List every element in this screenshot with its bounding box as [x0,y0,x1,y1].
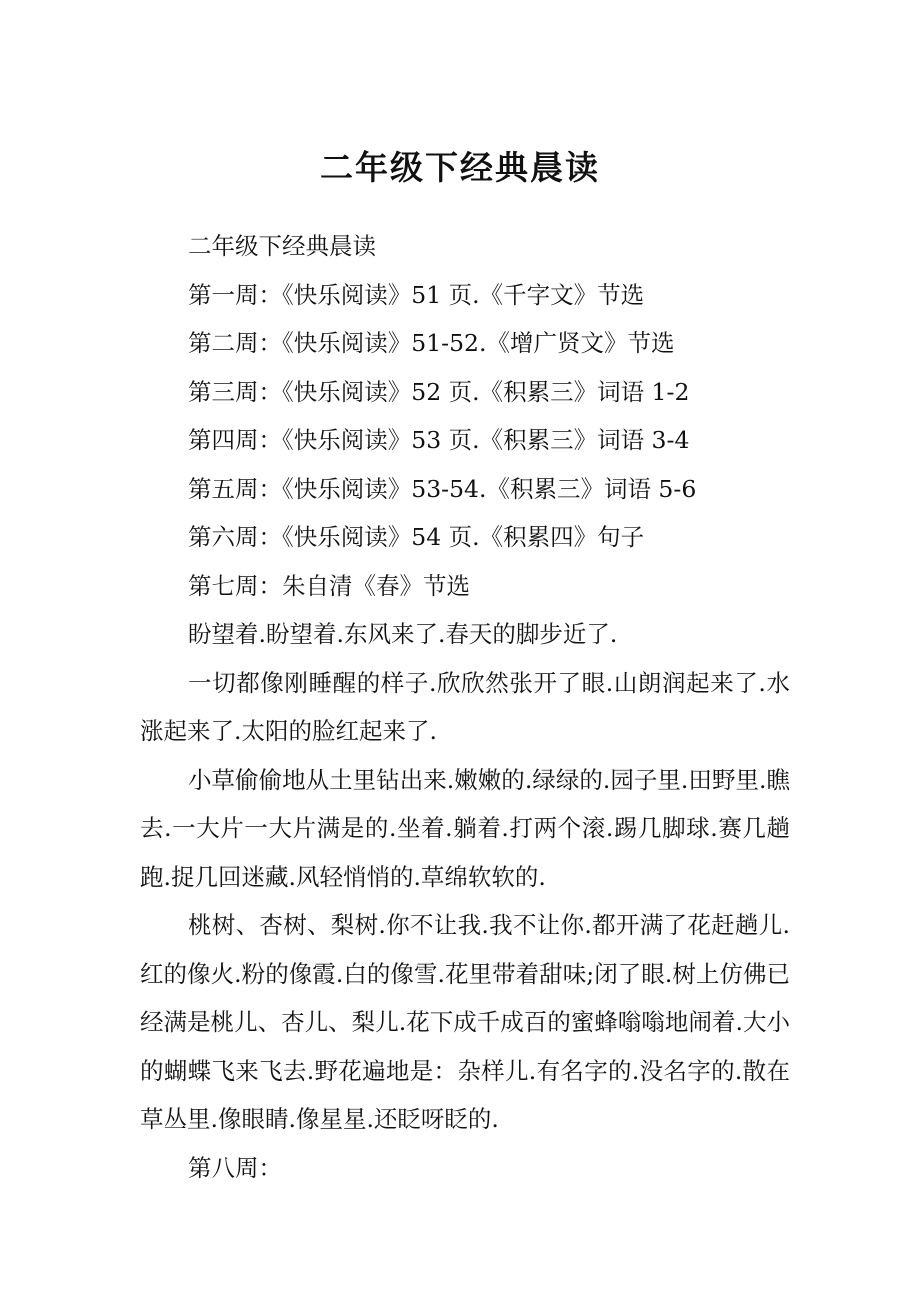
paragraph-week-6: 第六周：《快乐阅读》54 页.《积累四》句子 [188,523,645,551]
paragraph-week-4: 第四周：《快乐阅读》53 页.《积累三》词语 3-4 [188,426,690,454]
paragraph-week-8: 第八周： [188,1153,282,1182]
paragraph-spring-1: 盼望着.盼望着.东风来了.春天的脚步近了. [188,620,618,648]
paragraph-week-7: 第七周：朱自清《春》节选 [188,571,470,600]
paragraph-week-2: 第二周：《快乐阅读》51-52.《增广贤文》节选 [188,329,675,357]
paragraph-week-5: 第五周：《快乐阅读》53-54.《积累三》词语 5-6 [188,474,697,503]
paragraph-spring-3: 小草偷偷地从土里钻出来.嫩嫩的.绿绿的.园子里.田野里.瞧去.一大片一大片满是的.坐着.躺着.打两个滚.踢几脚球.赛几趟跑.捉几回迷藏.风轻悄悄的.草绵软软的. [140,765,790,891]
document-body [140,222,790,1192]
document-title: 二年级下经典晨读 [320,148,600,187]
paragraph-spring-4: 桃树、杏树、梨树.你不让我.我不让你.都开满了花赶趟儿.红的像火.粉的像霞.白的像雪.花里带着甜味;闭了眼.树上仿佛已经满是桃儿、杏儿、梨儿.花下成千成百的蜜蜂嗡嗡地闹着.大小的蝴蝶飞来飞去.野花遍地是：杂样儿.有名字的.没名字的.散在草丛里.像眼睛.像星星.还眨呀眨的. [140,911,790,1133]
paragraph-week-1: 第一周：《快乐阅读》51 页.《千字文》节选 [188,280,645,309]
paragraph-subtitle: 二年级下经典晨读 [188,232,376,260]
paragraph-spring-2: 一切都像刚睡醒的样子.欣欣然张开了眼.山朗润起来了.水涨起来了.太阳的脸红起来了. [140,668,790,745]
paragraph-week-3: 第三周：《快乐阅读》52 页.《积累三》词语 1-2 [188,377,690,406]
